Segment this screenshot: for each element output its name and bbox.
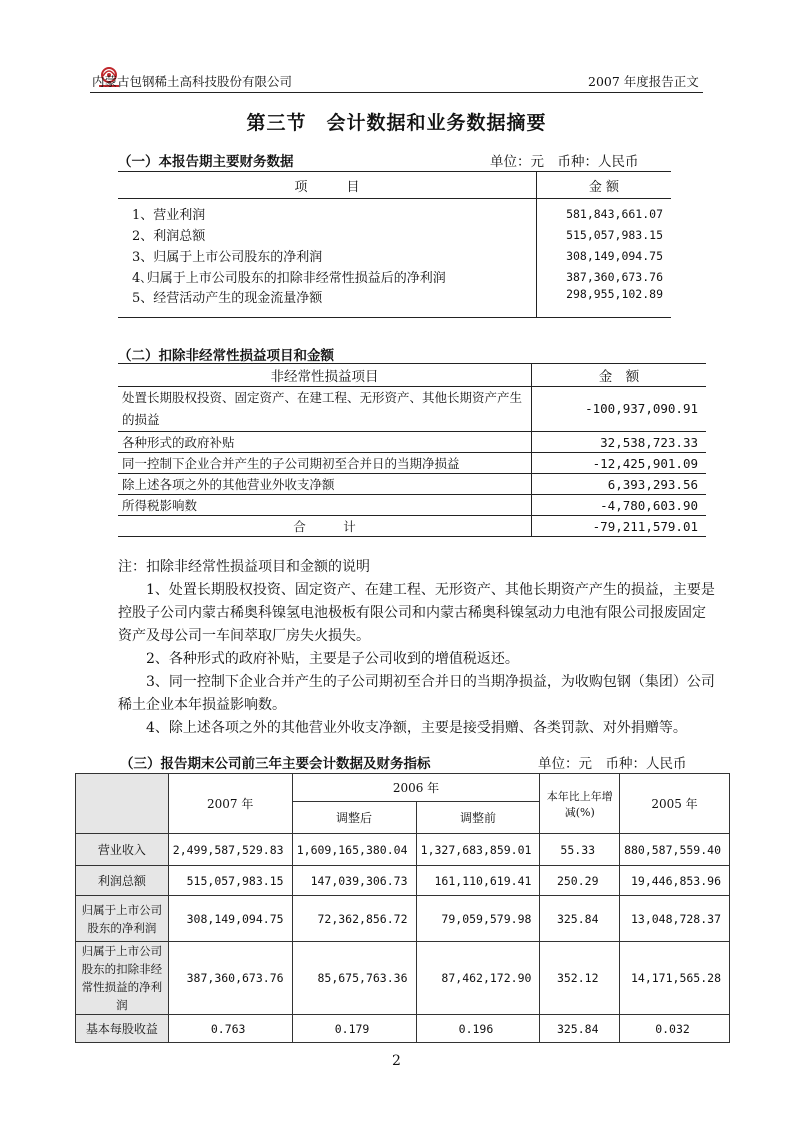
- cell-2005: 19,446,853.96: [620, 866, 730, 896]
- row-value: 515,057,983.15: [566, 227, 663, 242]
- section2-heading: （二）扣除非经常性损益项目和金额: [118, 348, 334, 364]
- row-label: 5、经营活动产生的现金流量净额: [118, 287, 537, 318]
- col-2007-header: 2007 年: [168, 774, 292, 834]
- total-value: -79,211,579.01: [532, 516, 707, 537]
- col-2005-header: 2005 年: [620, 774, 730, 834]
- col-item-header: 非经常性损益项目: [118, 364, 532, 387]
- header-company: 内蒙古包钢稀土高科技股份有限公司: [92, 74, 293, 89]
- row-label: 1、营业利润: [118, 199, 537, 225]
- row-label: 同一控制下企业合并产生的子公司期初至合并日的当期净损益: [118, 453, 532, 474]
- note-2: 2、各种形式的政府补贴，主要是子公司收到的增值税返还。: [146, 651, 519, 667]
- cell-2005: 14,171,565.28: [620, 942, 730, 1015]
- cell-2006-before: 79,059,579.98: [416, 896, 540, 942]
- table-row: [118, 495, 706, 516]
- row-label: 各种形式的政府补贴: [118, 432, 532, 453]
- cell-2006-after: 0.179: [292, 1015, 416, 1043]
- table-header-row: [118, 364, 706, 387]
- section3-unit: 单位：元 币种：人民币: [538, 756, 687, 772]
- table-row: [118, 287, 671, 318]
- cell-2006-before: 0.196: [416, 1015, 540, 1043]
- cell-2006-after: 72,362,856.72: [292, 896, 416, 942]
- section1-heading: （一）本报告期主要财务数据: [118, 154, 294, 170]
- section1-unit: 单位：元 币种：人民币: [490, 154, 639, 170]
- cell-2006-after: 147,039,306.73: [292, 866, 416, 896]
- table-row: [76, 1015, 730, 1043]
- row-label: 归属于上市公司股东的净利润: [76, 896, 169, 942]
- note-3: 3、同一控制下企业合并产生的子公司期初至合并日的当期净损益，为收购包钢（集团）公司稀土企业本年损益影响数。: [118, 674, 715, 713]
- row-label: 营业收入: [76, 834, 169, 866]
- cell-change: 250.29: [540, 866, 620, 896]
- header-report: 2007 年度报告正文: [588, 74, 699, 89]
- col-item-header: 项 目: [118, 172, 537, 199]
- table-row: [76, 834, 730, 866]
- cell-2006-before: 161,110,619.41: [416, 866, 540, 896]
- cell-2005: 0.032: [620, 1015, 730, 1043]
- row-label: 处置长期股权投资、固定资产、在建工程、无形资产、其他长期资产产生的损益: [118, 387, 532, 432]
- col-adjusted-after: 调整后: [292, 802, 416, 834]
- row-value: 6,393,293.56: [532, 474, 707, 495]
- row-value: 32,538,723.33: [532, 432, 707, 453]
- notes: [118, 556, 718, 740]
- table-row: [118, 453, 706, 474]
- section3-heading: （三）报告期末公司前三年主要会计数据及财务指标: [120, 756, 431, 772]
- col-amount-header: 金 额: [532, 364, 707, 387]
- row-value: 387,360,673.76: [566, 269, 663, 284]
- cell-2007: 387,360,673.76: [168, 942, 292, 1015]
- row-value: 308,149,094.75: [566, 248, 663, 263]
- non-recurring-table: [118, 363, 706, 537]
- cell-change: 55.33: [540, 834, 620, 866]
- table-row: [118, 266, 671, 287]
- row-label: 归属于上市公司股东的扣除非经常性损益的净利润: [76, 942, 169, 1015]
- notes-title: 注：扣除非经常性损益项目和金额的说明: [118, 559, 370, 575]
- header-divider: [90, 92, 703, 93]
- three-year-table: [75, 773, 730, 1043]
- col-2006-header: 2006 年: [292, 774, 540, 802]
- table-row: [76, 896, 730, 942]
- cell-2006-before: 1,327,683,859.01: [416, 834, 540, 866]
- cell-2007: 0.763: [168, 1015, 292, 1043]
- cell-change: 352.12: [540, 942, 620, 1015]
- table-row: [118, 224, 671, 245]
- row-label: 基本每股收益: [76, 1015, 169, 1043]
- cell-2007: 515,057,983.15: [168, 866, 292, 896]
- row-value: -100,937,090.91: [532, 387, 707, 432]
- table-row: [118, 387, 706, 432]
- cell-2005: 13,048,728.37: [620, 896, 730, 942]
- row-label: 3、归属于上市公司股东的净利润: [118, 245, 537, 266]
- col-change-header: 本年比上年增减(%): [540, 774, 620, 834]
- total-row: [118, 516, 706, 537]
- cell-2007: 308,149,094.75: [168, 896, 292, 942]
- page-number: 2: [392, 1053, 401, 1069]
- cell-change: 325.84: [540, 1015, 620, 1043]
- row-value: -4,780,603.90: [532, 495, 707, 516]
- col-adjusted-before: 调整前: [416, 802, 540, 834]
- table-header-row: [76, 774, 730, 802]
- cell-change: 325.84: [540, 896, 620, 942]
- main-financial-table: [118, 171, 671, 318]
- table-row: [118, 474, 706, 495]
- cell-2006-after: 1,609,165,380.04: [292, 834, 416, 866]
- row-value: 298,955,102.89: [537, 287, 672, 318]
- cell-2007: 2,499,587,529.83: [168, 834, 292, 866]
- note-4: 4、除上述各项之外的其他营业外收支净额，主要是接受捐赠、各类罚款、对外捐赠等。: [146, 720, 687, 736]
- total-label: 合 计: [118, 516, 532, 537]
- cell-2006-before: 87,462,172.90: [416, 942, 540, 1015]
- row-label: 4､归属于上市公司股东的扣除非经常性损益后的净利润: [118, 266, 537, 287]
- note-1: 1、处置长期股权投资、固定资产、在建工程、无形资产、其他长期资产产生的损益，主要是控股子公司内蒙古稀奥科镍氢电池极板有限公司和内蒙古稀奥科镍氢动力电池有限公司报废固定资产及母公司一车间萃取厂房失火损失。: [118, 582, 715, 644]
- cell-2005: 880,587,559.40: [620, 834, 730, 866]
- row-label: 2、利润总额: [118, 224, 537, 245]
- row-value: 581,843,661.07: [566, 206, 663, 221]
- section-title: 第三节 会计数据和业务数据摘要: [246, 112, 547, 134]
- table-row: [76, 942, 730, 1015]
- table-row: [118, 199, 671, 225]
- row-value: -12,425,901.09: [532, 453, 707, 474]
- row-label: 利润总额: [76, 866, 169, 896]
- cell-2006-after: 85,675,763.36: [292, 942, 416, 1015]
- row-label: 所得税影响数: [118, 495, 532, 516]
- col-amount-header: 金 额: [537, 172, 672, 199]
- row-label: 除上述各项之外的其他营业外收支净额: [118, 474, 532, 495]
- table-header-row: [118, 172, 671, 199]
- table-row: [76, 866, 730, 896]
- table-row: [118, 245, 671, 266]
- table-row: [118, 432, 706, 453]
- corner-cell: [76, 774, 169, 834]
